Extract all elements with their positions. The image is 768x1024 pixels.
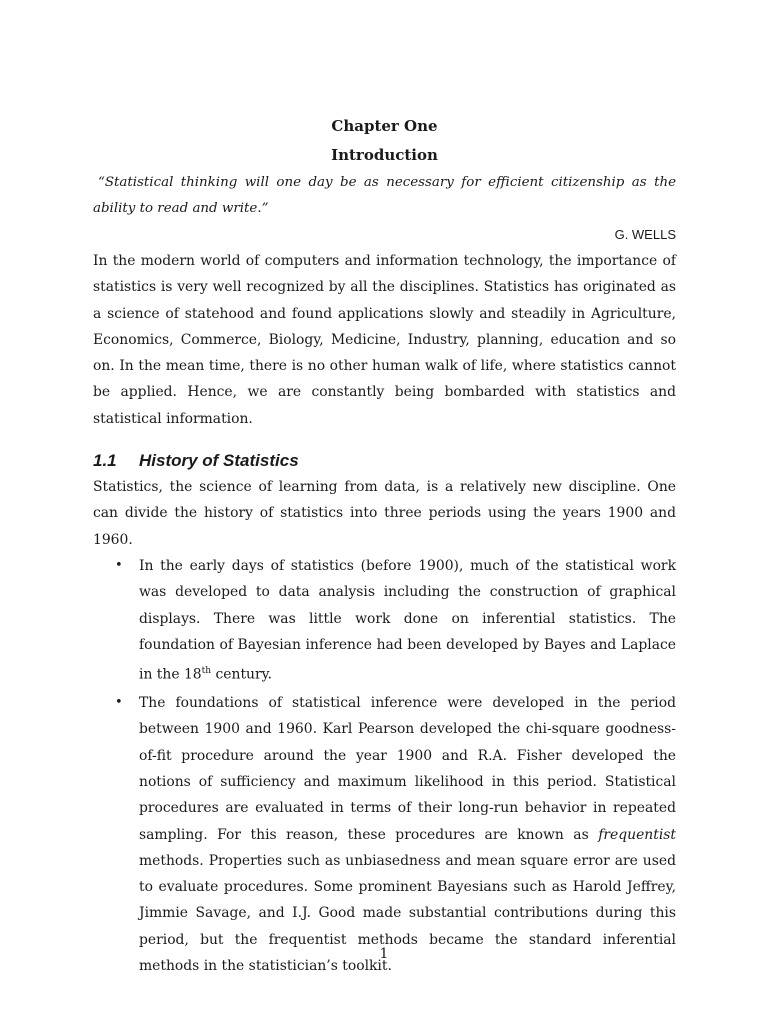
bullet-list <box>93 553 676 979</box>
quote-attribution: G. WELLS <box>614 227 676 242</box>
list-item-text: The foundations of statistical inference were developed in the period between 1900 and 1960. Karl Pearson developed the chi-square goodness-of-fit procedure around the year 1900 and R.A. Fisher developed the notions of sufficiency and maximum likelihood in this period. Statistical procedures are evaluated in terms of their long-run behavior in repeated sampling. For this reason, these procedures are known as <box>139 695 676 843</box>
section-heading <box>93 448 676 474</box>
emphasis-term: frequentist <box>598 826 676 843</box>
list-item <box>93 553 676 688</box>
chapter-title: Introduction <box>331 146 438 164</box>
bullet-icon: • <box>115 695 123 711</box>
list-item <box>93 690 676 979</box>
chapter-label: Chapter One <box>331 117 438 135</box>
superscript: th <box>201 666 212 677</box>
page-number: 1 <box>379 946 389 962</box>
section-number: 1.1 <box>93 451 117 471</box>
section-intro-paragraph: Statistics, the science of learning from data, is a relatively new discipline. One can divide the history of statistics into three periods using the years 1900 and 1960. <box>93 479 676 548</box>
section-title: History of Statistics <box>139 451 299 471</box>
bullet-icon: • <box>115 557 123 573</box>
page-content <box>93 112 676 979</box>
list-item-text-end: century. <box>211 666 273 683</box>
list-item-text-end: methods. Properties such as unbiasedness and mean square error are used to evaluate procedures. Some prominent Bayesians such as Harold Jeffrey, Jimmie Savage, and I.J. Good made substantial contributions during this period, but the frequentist methods became the standard inferential methods in the statistician’s toolkit. <box>139 852 676 975</box>
list-item-text: In the early days of statistics (before 1900), much of the statistical work was developed to data analysis including the construction of graphical displays. There was little work done on inferential statistics. The foundation of Bayesian inference had been developed by Bayes and Laplace in the 18 <box>139 557 676 683</box>
epigraph-quote: “Statistical thinking will one day be as necessary for efficient citizenship as the ability to read and write.” <box>93 175 676 216</box>
intro-paragraph: In the modern world of computers and information technology, the importance of statistics is very well recognized by all the disciplines. Statistics has originated as a science of statehood and found applications slowly and steadily in Agriculture, Economics, Commerce, Biology, Medicine, Industry, planning, education and so on. In the mean time, there is no other human walk of life, where statistics cannot be applied. Hence, we are constantly being bombarded with statistics and statistical information. <box>93 253 676 427</box>
